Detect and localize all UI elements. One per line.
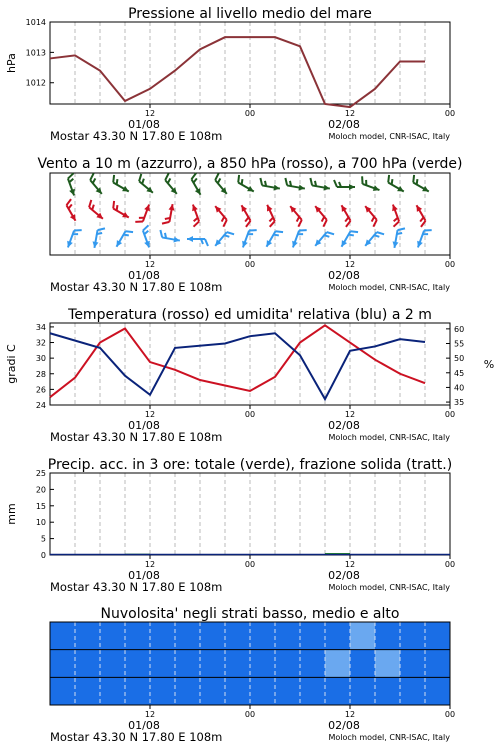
- x-tick-label: 12: [344, 710, 356, 719]
- location-label: Mostar 43.30 N 17.80 E 108m: [50, 280, 223, 294]
- model-label: Moloch model, CNR-ISAC, Italy: [328, 583, 450, 592]
- panel-2: [37, 156, 462, 294]
- x-tick-label: 00: [444, 710, 456, 719]
- y-tick-label: 55: [454, 339, 465, 349]
- y-tick-label: 25: [35, 469, 46, 478]
- panel-4: [5, 457, 455, 594]
- y-tick-label: 24: [35, 401, 46, 410]
- chart-title: Temperatura (rosso) ed umidita' relativa (blu) a 2 m: [68, 307, 432, 323]
- panel-5: [50, 606, 455, 744]
- y-tick-label: 50: [454, 354, 465, 364]
- date-label: 02/08: [328, 569, 360, 582]
- location-label: Mostar 43.30 N 17.80 E 108m: [50, 730, 223, 744]
- date-label: 02/08: [328, 269, 360, 282]
- date-label: 02/08: [328, 118, 360, 131]
- x-tick-label: 12: [344, 410, 356, 419]
- y-tick-label: 45: [454, 368, 465, 378]
- y-tick-label: 1014: [25, 18, 46, 27]
- date-label: 02/08: [328, 419, 360, 432]
- y-tick-label: 20: [35, 485, 46, 495]
- y-tick-label: 5: [40, 534, 46, 544]
- date-label: 01/08: [128, 118, 160, 131]
- date-label: 02/08: [328, 719, 360, 732]
- chart-title: Precip. acc. in 3 ore: totale (verde), frazione solida (tratt.): [47, 457, 453, 473]
- x-tick-label: 12: [144, 109, 156, 118]
- date-label: 01/08: [128, 269, 160, 282]
- x-tick-label: 12: [344, 109, 356, 118]
- x-tick-label: 00: [244, 560, 256, 569]
- x-tick-label: 00: [444, 410, 456, 419]
- y-tick-label: 15: [35, 501, 46, 511]
- y-tick-label: 32: [35, 338, 46, 348]
- chart-title: Pressione al livello medio del mare: [128, 6, 372, 22]
- panel-3: [5, 307, 494, 444]
- x-tick-label: 00: [444, 560, 456, 569]
- y-tick-label: 28: [35, 369, 46, 379]
- y-tick-label: 0: [40, 551, 46, 560]
- plot-area: [50, 22, 450, 104]
- x-tick-label: 00: [444, 260, 456, 269]
- cloud-cell: [350, 622, 375, 650]
- y-tick-label: 35: [454, 398, 465, 408]
- y-tick-label: 30: [35, 354, 46, 364]
- x-tick-label: 12: [144, 410, 156, 419]
- cloud-cell: [375, 650, 400, 678]
- y-axis-label: hPa: [5, 53, 18, 73]
- model-label: Moloch model, CNR-ISAC, Italy: [328, 283, 450, 292]
- location-label: Mostar 43.30 N 17.80 E 108m: [50, 430, 223, 444]
- model-label: Moloch model, CNR-ISAC, Italy: [328, 733, 450, 742]
- y-axis-label: mm: [5, 503, 18, 525]
- chart-title: Nuvolosita' negli strati basso, medio e alto: [100, 606, 400, 622]
- y-tick-label: 10: [35, 518, 46, 528]
- y-tick-label: 1012: [25, 78, 46, 88]
- x-tick-label: 00: [444, 109, 456, 118]
- x-tick-label: 00: [244, 109, 256, 118]
- date-label: 01/08: [128, 419, 160, 432]
- y-tick-label: 40: [454, 383, 465, 393]
- location-label: Mostar 43.30 N 17.80 E 108m: [50, 580, 223, 594]
- model-label: Moloch model, CNR-ISAC, Italy: [328, 132, 450, 141]
- y-tick-label: 34: [35, 322, 46, 332]
- x-tick-label: 00: [244, 710, 256, 719]
- date-label: 01/08: [128, 719, 160, 732]
- x-tick-label: 00: [244, 260, 256, 269]
- x-tick-label: 12: [344, 260, 356, 269]
- chart-title: Vento a 10 m (azzurro), a 850 hPa (rosso), a 700 hPa (verde): [37, 156, 463, 172]
- cloud-cell: [325, 650, 350, 678]
- y-tick-label: 26: [35, 385, 46, 395]
- y-axis-label: gradi C: [5, 344, 18, 384]
- x-tick-label: 12: [144, 260, 156, 269]
- x-tick-label: 12: [144, 560, 156, 569]
- panel-1: [5, 6, 455, 143]
- plot-area: [50, 473, 450, 555]
- x-tick-label: 00: [244, 410, 256, 419]
- y-tick-label: 60: [454, 324, 465, 334]
- y2-axis-label: %: [483, 358, 495, 371]
- location-label: Mostar 43.30 N 17.80 E 108m: [50, 129, 223, 143]
- model-label: Moloch model, CNR-ISAC, Italy: [328, 433, 450, 442]
- x-tick-label: 12: [344, 560, 356, 569]
- date-label: 01/08: [128, 569, 160, 582]
- plot-area: [50, 173, 450, 255]
- x-tick-label: 12: [144, 710, 156, 719]
- y-tick-label: 1013: [25, 48, 46, 58]
